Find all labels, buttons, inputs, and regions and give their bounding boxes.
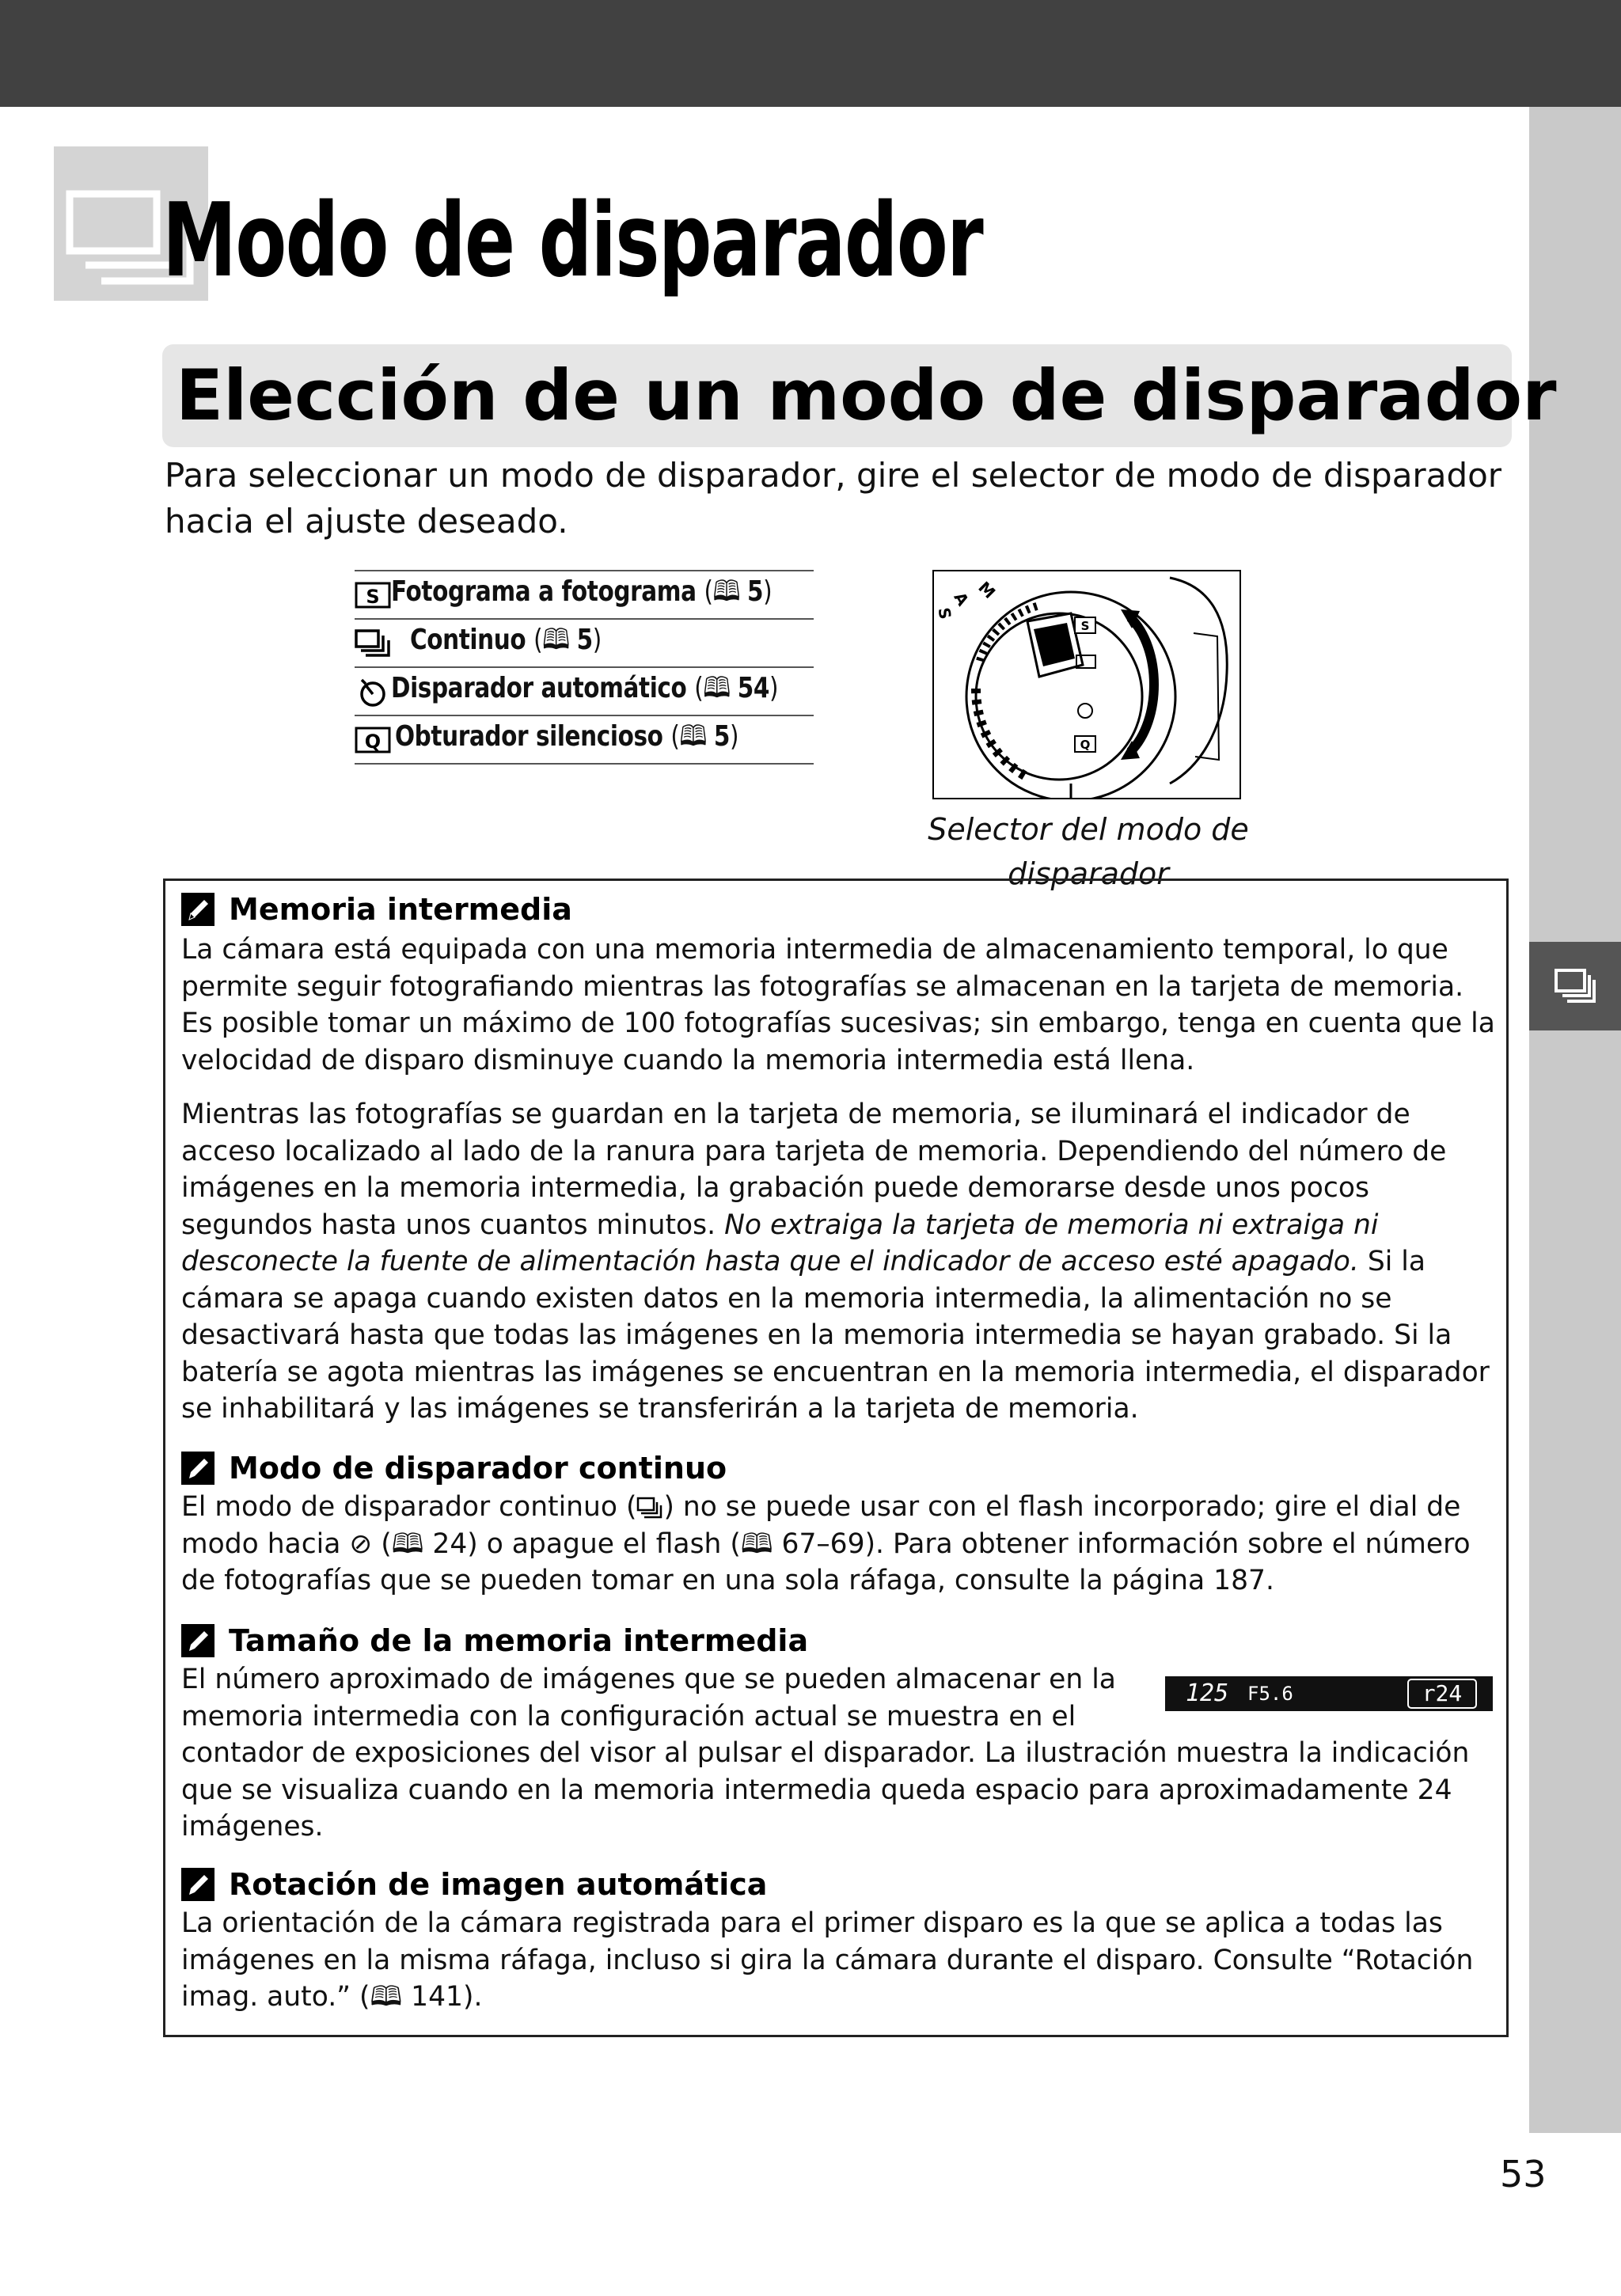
viewfinder-display — [1165, 1676, 1493, 1711]
mode-ref[interactable]: 54 — [737, 672, 770, 704]
note-heading — [181, 1451, 727, 1486]
mode-ref[interactable]: 5 — [576, 624, 593, 656]
mode-label: Obturador silencioso — [394, 720, 663, 753]
continuous-icon — [355, 629, 410, 658]
dial-mode-s: S — [1080, 619, 1090, 633]
mode-ref[interactable]: 5 — [746, 575, 764, 608]
pencil-icon — [181, 1624, 214, 1657]
continuous-icon — [636, 1497, 663, 1519]
svg-text:Q: Q — [364, 730, 382, 753]
lcd-counter: r24 — [1407, 1679, 1477, 1709]
page-ref[interactable]: 141 — [411, 1981, 463, 2013]
note-title: Tamaño de la memoria intermedia — [229, 1623, 809, 1658]
dial-mode-q: Q — [1080, 738, 1091, 752]
note-paragraph: La orientación de la cámara registrada para el primer disparo es la que se aplica a todas las imágenes en la misma ráfaga, incluso si gira la cámara durante el disparo. Consulte “Rotación imag. auto.” (🕮 141). — [181, 1907, 1474, 2013]
section-title: Elección de un modo de disparador — [176, 355, 1557, 436]
flash-off-icon: ⊘ — [349, 1528, 373, 1560]
figure-caption: Selector del modo de disparador — [928, 812, 1249, 891]
self-timer-icon — [355, 676, 391, 708]
dial-label-s: S — [934, 605, 955, 621]
lcd-shutter: 125 — [1186, 1679, 1229, 1707]
mode-table — [355, 570, 814, 765]
page-ref[interactable]: 67–69 — [781, 1528, 865, 1560]
pencil-icon — [181, 1868, 214, 1901]
chapter-tab[interactable] — [1529, 942, 1621, 1030]
continuous-mode-tab-icon — [1555, 969, 1596, 1004]
book-icon: 🕮 — [542, 624, 570, 656]
note-title: Memoria intermedia — [229, 892, 572, 927]
svg-text:S: S — [366, 585, 380, 608]
book-icon: 🕮 — [703, 672, 731, 704]
page-ref[interactable]: 24 — [432, 1528, 468, 1560]
mode-ref[interactable]: 5 — [713, 720, 730, 753]
book-icon: 🕮 — [370, 1981, 403, 2013]
dial-label-a: A — [950, 589, 974, 609]
mode-row: Disparador automático (🕮 54) — [355, 666, 814, 715]
dial-label-m: M — [974, 577, 1000, 603]
book-icon: 🕮 — [740, 1528, 773, 1560]
intro-paragraph: Para seleccionar un modo de disparador, gire el selector de modo de disparador hacia el ajuste deseado. — [165, 456, 1502, 541]
release-mode-dial-illustration — [932, 570, 1241, 799]
note-paragraph: El número aproximado de imágenes que se pueden almacenar en la memoria intermedia con la configuración actual se muestra en el contador de exposiciones del visor al pulsar el disparador. La ilustración muestra la indicación que se visualiza cuando en la memoria intermedia queda espacio para aproximadamente 24 imágenes. — [181, 1664, 1470, 1842]
mode-row: S Fotograma a fotograma (🕮 5) — [355, 570, 814, 618]
book-icon: 🕮 — [712, 575, 740, 608]
page-number: 53 — [1500, 2153, 1547, 2195]
lcd-aperture: F5.6 — [1247, 1683, 1293, 1705]
note-heading — [181, 892, 572, 927]
note-title: Rotación de imagen automática — [229, 1867, 768, 1902]
note-heading — [181, 1623, 808, 1658]
book-icon: 🕮 — [391, 1528, 424, 1560]
mode-label: Disparador automático — [391, 672, 687, 704]
pencil-icon — [181, 1452, 214, 1485]
chapter-title: Modo de disparador — [162, 182, 983, 300]
quiet-shutter-icon — [355, 727, 395, 753]
notes-box — [163, 879, 1509, 2037]
pencil-icon — [181, 893, 214, 926]
single-frame-icon — [355, 582, 391, 609]
mode-label: Fotograma a fotograma — [391, 575, 697, 608]
warning-text: No extraiga la tarjeta de memoria ni extraiga ni desconecte la fuente de alimentación hasta que el indicador de acceso esté apagado. — [181, 1209, 1379, 1277]
top-bar — [0, 0, 1621, 107]
mode-row: Q Obturador silencioso (🕮 5) — [355, 715, 814, 765]
mode-label: Continuo — [410, 624, 526, 656]
note-paragraph: Mientras las fotografías se guardan en la tarjeta de memoria, se iluminará el indicador de acceso localizado al lado de la ranura para tarjeta de memoria. Dependiendo del número de imágenes en la memoria intermedia, la grabación puede demorarse desde unos pocos segundos hasta unos cuantos minutos. No extraiga la tarjeta de memoria ni extraiga ni desconecte la fuente de alimentación hasta que el indicador de acceso esté apagado. Si la cámara se apaga cuando existen datos en la memoria intermedia, la alimentación no se desactivará hasta que todas las imágenes en la memoria intermedia se hayan grabado. Si la batería se agota mientras las imágenes se encuentran en la memoria intermedia, el disparador se inhabilitará y las imágenes se transferirán a la tarjeta de memoria. — [181, 1099, 1490, 1425]
note-heading — [181, 1867, 767, 1902]
note-title: Modo de disparador continuo — [229, 1451, 727, 1486]
note-paragraph: El modo de disparador continuo ( ) no se puede usar con el flash incorporado; gire el dial de modo hacia ⊘ (🕮 24) o apague el flash (🕮 67–69). Para obtener información sobre el número de fotografías que se pueden tomar en una sola ráfaga, consulte la página 187. — [181, 1491, 1471, 1596]
book-icon: 🕮 — [679, 720, 707, 753]
mode-row: Continuo (🕮 5) — [355, 618, 814, 666]
note-paragraph: La cámara está equipada con una memoria intermedia de almacenamiento temporal, lo que permite seguir fotografiando mientras las fotografías se almacenan en la tarjeta de memoria. Es posible tomar un máximo de 100 fotografías sucesivas; sin embargo, tenga en cuenta que la velocidad de disparo disminuye cuando la memoria intermedia está llena. — [181, 934, 1495, 1076]
